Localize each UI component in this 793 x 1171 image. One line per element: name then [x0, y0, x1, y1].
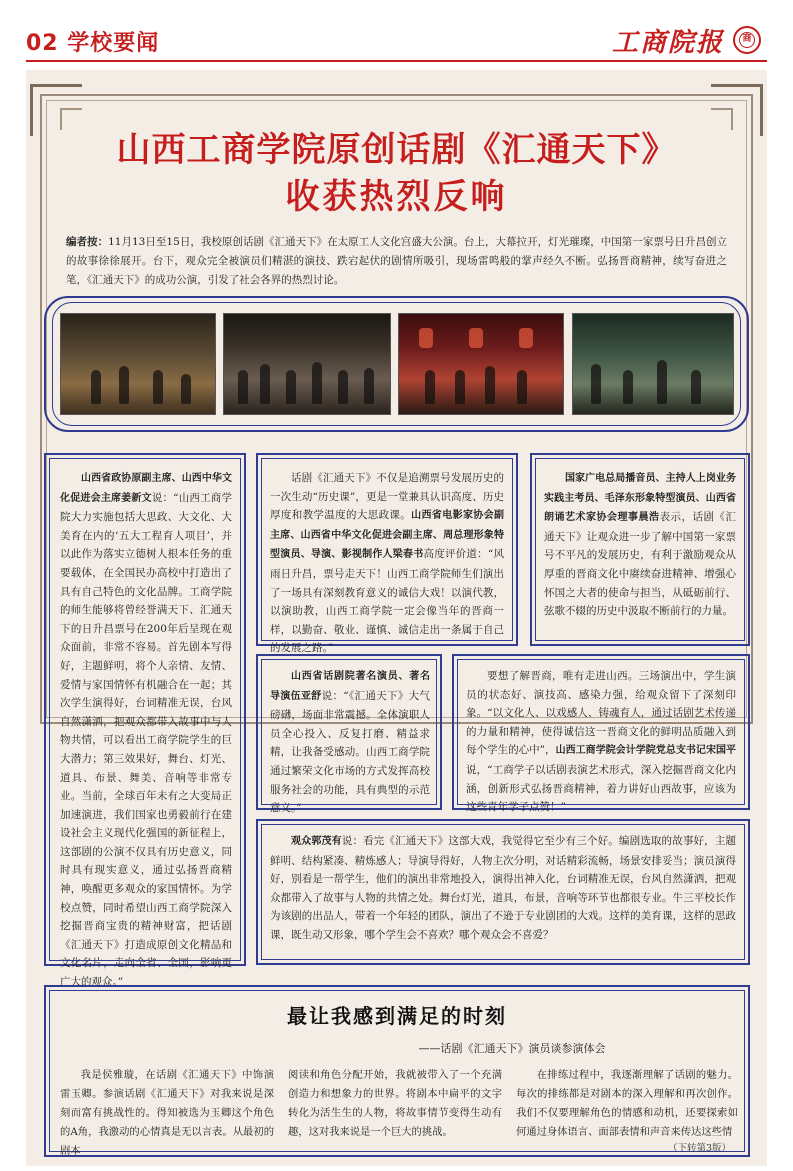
feature-headline: 最让我感到满足的时刻: [287, 1004, 507, 1028]
newspaper-masthead: 工商院报: [612, 28, 725, 58]
comment-text: 说：看完《汇通天下》这部大戏，我觉得它至少有三个好。编剧选取的故事好，主题鲜明、结构紧凑、精炼感人；导演导得好，人物主次分明，对话精彩流畅，场景安排妥当；演员演得好，别看是一帮学生，他们的演出非常地投入，演得出神入化，台词精准无误，台风自然潇洒，把观众都带入了故事与人物的共情之处。舞台灯光，道具，布景，音响等环节也都很专业。牛三平校长作为该剧的出品人，带着一个年轻的团队，演出了不逊于专业剧团的大戏。这样的美育课，这样的思政课，既生动又形象，哪个学生会不喜欢？哪个观众会不喜爱？: [270, 835, 737, 941]
comment-box-guo: [256, 819, 750, 965]
headline-line-1: 山西工商学院原创话剧《汇通天下》: [116, 130, 677, 170]
comment-text: 说：“《汇通天下》大气磅礴，场面非常震撼。全体演职人员全心投入、反复打磨、精益求精，让我备受感动。山西工商学院通过繁荣文化市场的方式发挥高校服务社会的功能，具有典型的示范意义。”: [270, 689, 430, 815]
comment-text: 说，“工商学子以话剧表演艺术形式，深入挖掘晋商文化内涵，创新形式弘扬晋商精神，着力讲好山西故事，应该为这些青年学子点赞！”: [466, 763, 736, 814]
comment-text: 要想了解晋商，唯有走进山西。三场演出中，学生演员的状态好、演技高、感染力强，给观众留下了深刻印象。“以文化人、以戏感人、铸魂育人，通过话剧艺术传递的力量和精神，使得诚信这一晋商文化的鲜明品质融入到每个学生的心中”，: [466, 670, 736, 757]
commenter-name: 山西省电影家协会副主席、山西省中华文化促进会副主席、周总理形象特型演员、导演、影视制作人梁春书: [270, 510, 505, 561]
commenter-name: 山西省政协原副主席、山西中华文化促进会主席姜新文: [60, 473, 232, 504]
comment-box-liang: [256, 453, 518, 655]
school-seal-logo: 商: [733, 26, 761, 54]
comment-text: 说：“山西工商学院大力实施包括大思政、大文化、大美育在内的‘五大工程育人项目’，并以此作为落实立德树人根本任务的重要载体，在全国民办高校中打造出了具有自己特色的文化品牌。工商学院的师生能够将曾经誉满天下、汇通天下的日升昌票号在200年后呈现在观众面前，非常不容易。首先剧本写得好，主题鲜明，将个人亲情、友情、爱情与家国情怀有机融合在一起；其次学生演得好，台词精准无误，台风自然潇洒，把观众都带入故事中与人物共情，可以看出工商学院学生的巨大潜力；第三效果好，舞台、灯光、道具、布景、舞美、音响等非常专业。当前，全球百年未有之大变局正加速演进，我们国家也勇毅前行在建设社会主义现代化强国的新征程上，这部剧的公演不仅具有历史意义，同时具有现实意义，通过弘扬晋商精神，唤醒更多观众的家国情怀。为学校点赞，同时希望山西工商学院深入挖掘晋商宝贵的精神财富，把话剧《汇通天下》打造成原创文化精品和文化名片，走向全省、全国，影响更广大的观众。”: [60, 491, 233, 989]
stage-photo: [223, 313, 391, 415]
continued-on-page-note: （下转第3版）: [668, 1143, 732, 1154]
commenter-name: 山西省话剧院著名演员、著名导演伍亚舒: [270, 671, 430, 702]
stage-photo: [398, 313, 564, 415]
comment-box-jiang: [44, 453, 246, 989]
commenter-name: 山西工商学院会计学院党总支书记宋国平: [555, 745, 737, 757]
commenter-name: 国家广电总局播音员、主持人上岗业务实践主考员、毛泽东形象特型演员、山西省朗诵艺术家协会理事晨浩: [544, 473, 736, 524]
headline-line-2: 收获热烈反响: [285, 177, 508, 217]
editor-note-label: 编者按：: [66, 236, 109, 248]
comment-box-wu: [256, 654, 442, 815]
editor-note-text: 11月13日至15日，我校原创话剧《汇通天下》在太原工人文化宫盛大公演。台上，大幕拉开，灯光璀璨，中国第一家票号日升昌创立的故事徐徐展开。台下，观众完全被演员们精湛的演技、跌宕起伏的剧情所吸引，现场雷鸣般的掌声经久不断。弘扬晋商精神，续写奋进之笔，《汇通天下》的成功公演，引发了社会各界的热烈讨论。: [66, 236, 727, 286]
editor-note: [66, 233, 727, 290]
comment-text: 表示，话剧《汇通天下》让观众进一步了解中国第一家票号不平凡的发展历史，有利于激励观众从厚重的晋商文化中赓续奋进精神、增强心怀国之大者的使命与担当，从砥砺前行、弦歌不辍的历史中汲取不断前行的力量。: [544, 511, 736, 618]
feature-column-1: 我是侯雅璇，在话剧《汇通天下》中饰演雷玉卿。参演话剧《汇通天下》对我来说是深刻而富有挑战性的。得知被选为玉卿这个角色的A角，我激动的心情真是无以言表。从最初的剧本: [60, 1069, 274, 1157]
feature-column-3: 在排练过程中，我逐渐理解了话剧的魅力。每次的排练都是对剧本的深入理解和再次创作。我们不仅要理解角色的情感和动机，还要探索如何通过身体语言、面部表情和声音来传达这些情: [516, 1069, 738, 1138]
stage-photo: [60, 313, 216, 415]
comment-text: 高度评价道：“风雨日升昌，票号走天下！山西工商学院师生们演出了一场具有深刻教育意义的诚信大戏！以演代教，以演助教，山西工商学院一定会像当年的晋商一样，以勤奋、敬业、谨慎、诚信走出一条属于自己的发展之路。”: [270, 548, 504, 655]
comment-text: 话剧《汇通天下》不仅是追溯票号发展历史的一次生动“历史课”，更是一堂兼具认识高度、历史厚度和教学温度的大思政课。: [270, 472, 504, 522]
newspaper-header: [0, 0, 793, 66]
comment-box-chenhao: [530, 453, 750, 646]
commenter-name: 观众郭茂有: [291, 836, 342, 847]
stage-photo: [572, 313, 734, 415]
section-label: 02 学校要闻: [26, 31, 160, 56]
header-divider: [26, 60, 767, 62]
comment-box-song: [452, 654, 750, 814]
feature-subheadline: ——话剧《汇通天下》演员谈参演体会: [418, 1042, 606, 1055]
feature-column-2: 阅读和角色分配开始，我就被带入了一个充满创造力和想象力的世界。将剧本中扁平的文字转化为活生生的人物，将故事情节变得生动有趣，这对我来说是一个巨大的挑战。: [288, 1069, 502, 1138]
